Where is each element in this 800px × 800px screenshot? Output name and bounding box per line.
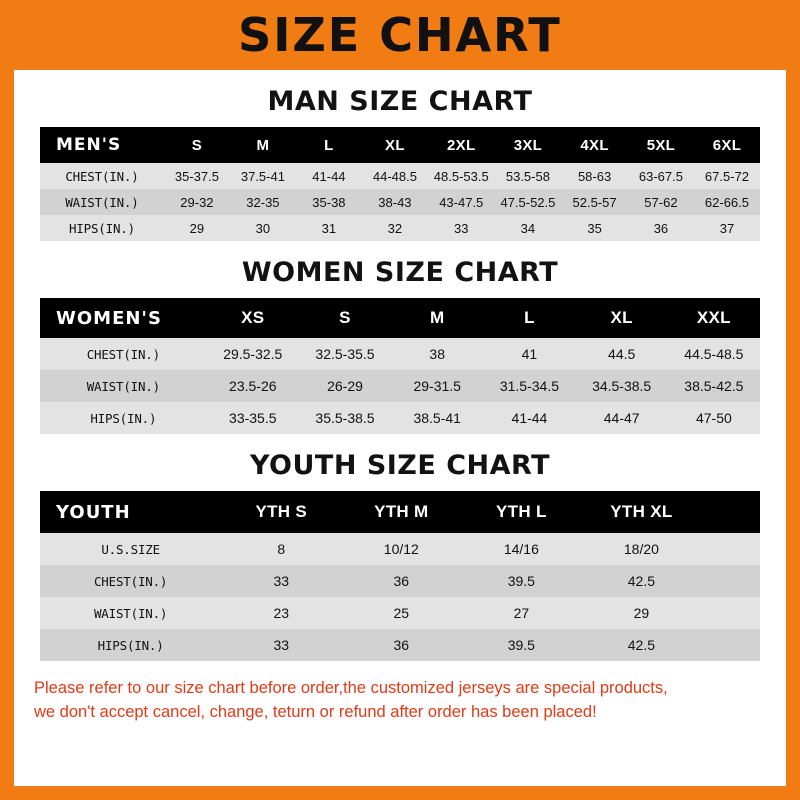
cell: 31.5-34.5 <box>483 370 575 402</box>
table-row <box>40 370 760 402</box>
header-cell-s: S <box>164 127 230 163</box>
cell: 37 <box>694 215 760 241</box>
header-cell-l: L <box>296 127 362 163</box>
cell: 29.5-32.5 <box>207 338 299 370</box>
cell: 58-63 <box>561 163 628 189</box>
cell: 33 <box>221 629 341 661</box>
cell: 35 <box>561 215 628 241</box>
cell: 47.5-52.5 <box>495 189 562 215</box>
cell: 62-66.5 <box>694 189 760 215</box>
page-title: SIZE CHART <box>238 8 562 62</box>
cell: 36 <box>628 215 694 241</box>
header-cell-xl: XL <box>576 298 668 338</box>
cell: 38 <box>391 338 483 370</box>
cell: 8 <box>221 533 341 565</box>
cell: 38.5-42.5 <box>668 370 760 402</box>
cell: 33 <box>428 215 495 241</box>
table-header-row <box>40 491 760 533</box>
cell: 35-38 <box>296 189 362 215</box>
cell: 41-44 <box>483 402 575 434</box>
cell: 37.5-41 <box>230 163 296 189</box>
cell: 14/16 <box>461 533 581 565</box>
cell: 35.5-38.5 <box>299 402 391 434</box>
cell: 47-50 <box>668 402 760 434</box>
cell: 32.5-35.5 <box>299 338 391 370</box>
cell: 27 <box>461 597 581 629</box>
row-label: CHEST(IN.) <box>40 163 164 189</box>
cell: 29 <box>581 597 701 629</box>
cell: 39.5 <box>461 565 581 597</box>
cell: 36 <box>341 565 461 597</box>
header-cell-l: L <box>483 298 575 338</box>
header-cell-xxl: XXL <box>668 298 760 338</box>
table-row <box>40 597 760 629</box>
man-size-section <box>14 86 786 241</box>
cell: 33 <box>221 565 341 597</box>
header-cell-m: M <box>391 298 483 338</box>
cell: 33-35.5 <box>207 402 299 434</box>
header-cell-label: WOMEN'S <box>40 298 207 338</box>
header-cell-s: S <box>299 298 391 338</box>
youth-size-table <box>40 491 760 661</box>
cell: 29-32 <box>164 189 230 215</box>
cell: 25 <box>341 597 461 629</box>
header-cell-m: M <box>230 127 296 163</box>
header-cell-label: YOUTH <box>40 491 221 533</box>
cell: 42.5 <box>581 629 701 661</box>
row-label: HIPS(IN.) <box>40 402 207 434</box>
cell: 26-29 <box>299 370 391 402</box>
cell: 44.5 <box>576 338 668 370</box>
order-notice-line-1: Please refer to our size chart before order,the customized jerseys are special products, <box>34 679 668 697</box>
row-label: WAIST(IN.) <box>40 370 207 402</box>
cell: 43-47.5 <box>428 189 495 215</box>
cell: 32-35 <box>230 189 296 215</box>
row-label: U.S.SIZE <box>40 533 221 565</box>
header-cell-yth-m: YTH M <box>341 491 461 533</box>
header-cell-5xl: 5XL <box>628 127 694 163</box>
cell: 34 <box>495 215 562 241</box>
cell: 42.5 <box>581 565 701 597</box>
cell: 10/12 <box>341 533 461 565</box>
cell: 41 <box>483 338 575 370</box>
cell-spacer <box>701 565 760 597</box>
cell: 32 <box>362 215 428 241</box>
page-banner <box>0 0 800 70</box>
row-label: CHEST(IN.) <box>40 565 221 597</box>
cell: 34.5-38.5 <box>576 370 668 402</box>
header-cell-xs: XS <box>207 298 299 338</box>
row-label: HIPS(IN.) <box>40 215 164 241</box>
youth-section-title: YOUTH SIZE CHART <box>249 450 551 481</box>
cell: 63-67.5 <box>628 163 694 189</box>
cell: 36 <box>341 629 461 661</box>
header-cell-3xl: 3XL <box>495 127 562 163</box>
table-row <box>40 338 760 370</box>
header-cell-yth-s: YTH S <box>221 491 341 533</box>
header-cell-4xl: 4XL <box>561 127 628 163</box>
header-cell-6xl: 6XL <box>694 127 760 163</box>
cell-spacer <box>701 629 760 661</box>
cell: 44.5-48.5 <box>668 338 760 370</box>
cell: 35-37.5 <box>164 163 230 189</box>
cell: 38-43 <box>362 189 428 215</box>
cell: 53.5-58 <box>495 163 562 189</box>
women-section-title: WOMEN SIZE CHART <box>241 257 559 288</box>
header-cell-xl: XL <box>362 127 428 163</box>
women-size-table <box>40 298 760 434</box>
table-row <box>40 402 760 434</box>
cell-spacer <box>701 597 760 629</box>
cell: 41-44 <box>296 163 362 189</box>
cell: 39.5 <box>461 629 581 661</box>
man-section-title: MAN SIZE CHART <box>267 86 533 117</box>
row-label: WAIST(IN.) <box>40 189 164 215</box>
header-cell-label: MEN'S <box>40 127 164 163</box>
women-size-section <box>14 257 786 434</box>
table-row <box>40 163 760 189</box>
table-row <box>40 215 760 241</box>
table-header-row <box>40 298 760 338</box>
header-cell-yth-l: YTH L <box>461 491 581 533</box>
cell: 29 <box>164 215 230 241</box>
cell: 57-62 <box>628 189 694 215</box>
cell: 18/20 <box>581 533 701 565</box>
table-header-row <box>40 127 760 163</box>
cell: 38.5-41 <box>391 402 483 434</box>
youth-size-section <box>14 450 786 661</box>
cell-spacer <box>701 533 760 565</box>
order-notice <box>34 677 766 725</box>
cell: 44-47 <box>576 402 668 434</box>
row-label: HIPS(IN.) <box>40 629 221 661</box>
man-size-table <box>40 127 760 241</box>
order-notice-line-2: we don't accept cancel, change, teturn or refund after order has been placed! <box>34 702 597 721</box>
header-cell-spacer <box>701 491 760 533</box>
bottom-accent-bar <box>0 786 800 800</box>
row-label: CHEST(IN.) <box>40 338 207 370</box>
header-cell-2xl: 2XL <box>428 127 495 163</box>
cell: 44-48.5 <box>362 163 428 189</box>
table-row <box>40 533 760 565</box>
table-row <box>40 189 760 215</box>
cell: 52.5-57 <box>561 189 628 215</box>
cell: 23.5-26 <box>207 370 299 402</box>
cell: 67.5-72 <box>694 163 760 189</box>
cell: 48.5-53.5 <box>428 163 495 189</box>
table-row <box>40 629 760 661</box>
cell: 31 <box>296 215 362 241</box>
cell: 30 <box>230 215 296 241</box>
cell: 29-31.5 <box>391 370 483 402</box>
row-label: WAIST(IN.) <box>40 597 221 629</box>
table-row <box>40 565 760 597</box>
header-cell-yth-xl: YTH XL <box>581 491 701 533</box>
cell: 23 <box>221 597 341 629</box>
